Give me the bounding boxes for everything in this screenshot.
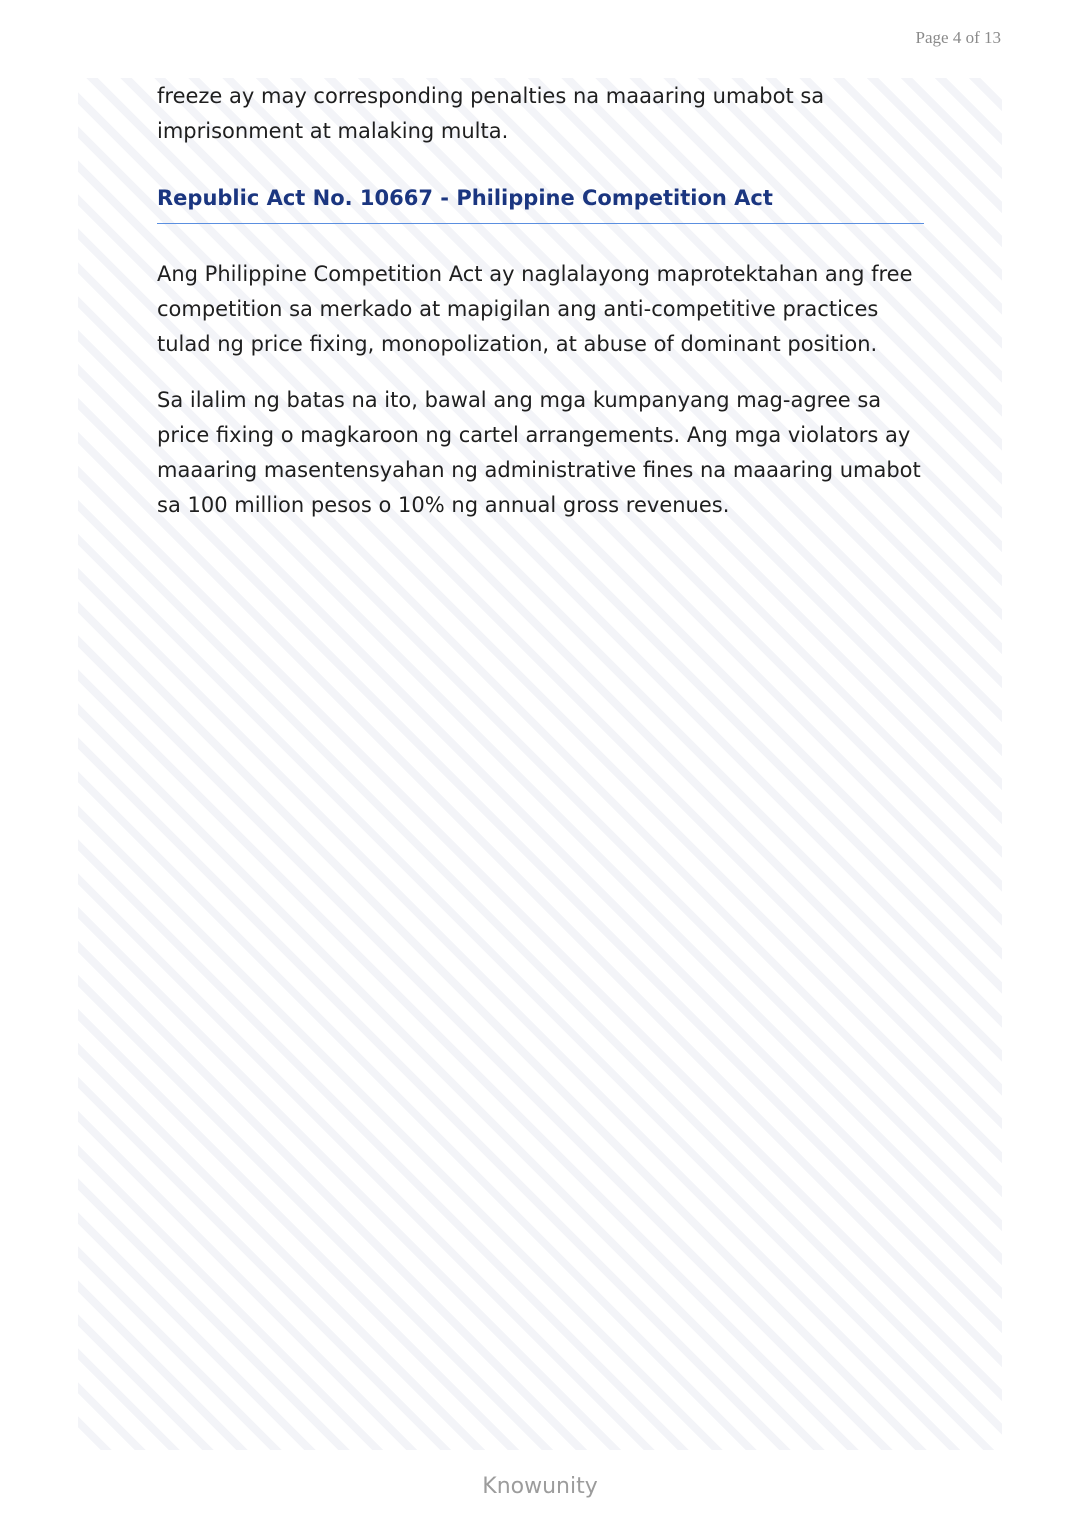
section-paragraph-1: Ang Philippine Competition Act ay naglalayong maprotektahan ang free competition sa merkado at mapigilan ang anti-competitive practices tulad ng price fixing, monopolization, at abuse of dominant position. xyxy=(157,262,913,356)
document-body xyxy=(157,79,924,523)
footer-brand-logo: Knowunity xyxy=(482,1474,598,1499)
continuation-paragraph: freeze ay may corresponding penalties na maaaring umabot sa imprisonment at malaking multa. xyxy=(157,84,825,143)
section-body xyxy=(157,257,924,523)
section-paragraph-2: Sa ilalim ng batas na ito, bawal ang mga kumpanyang mag-agree sa price fixing o magkaroon ng cartel arrangements. Ang mga violators ay maaaring masentensyahan ng administrative fines na maaaring umabot sa 100 million pesos o 10% ng annual gross revenues. xyxy=(157,388,921,517)
page-number: Page 4 of 13 xyxy=(915,28,1001,47)
section-heading: Republic Act No. 10667 - Philippine Competition Act xyxy=(157,183,924,224)
